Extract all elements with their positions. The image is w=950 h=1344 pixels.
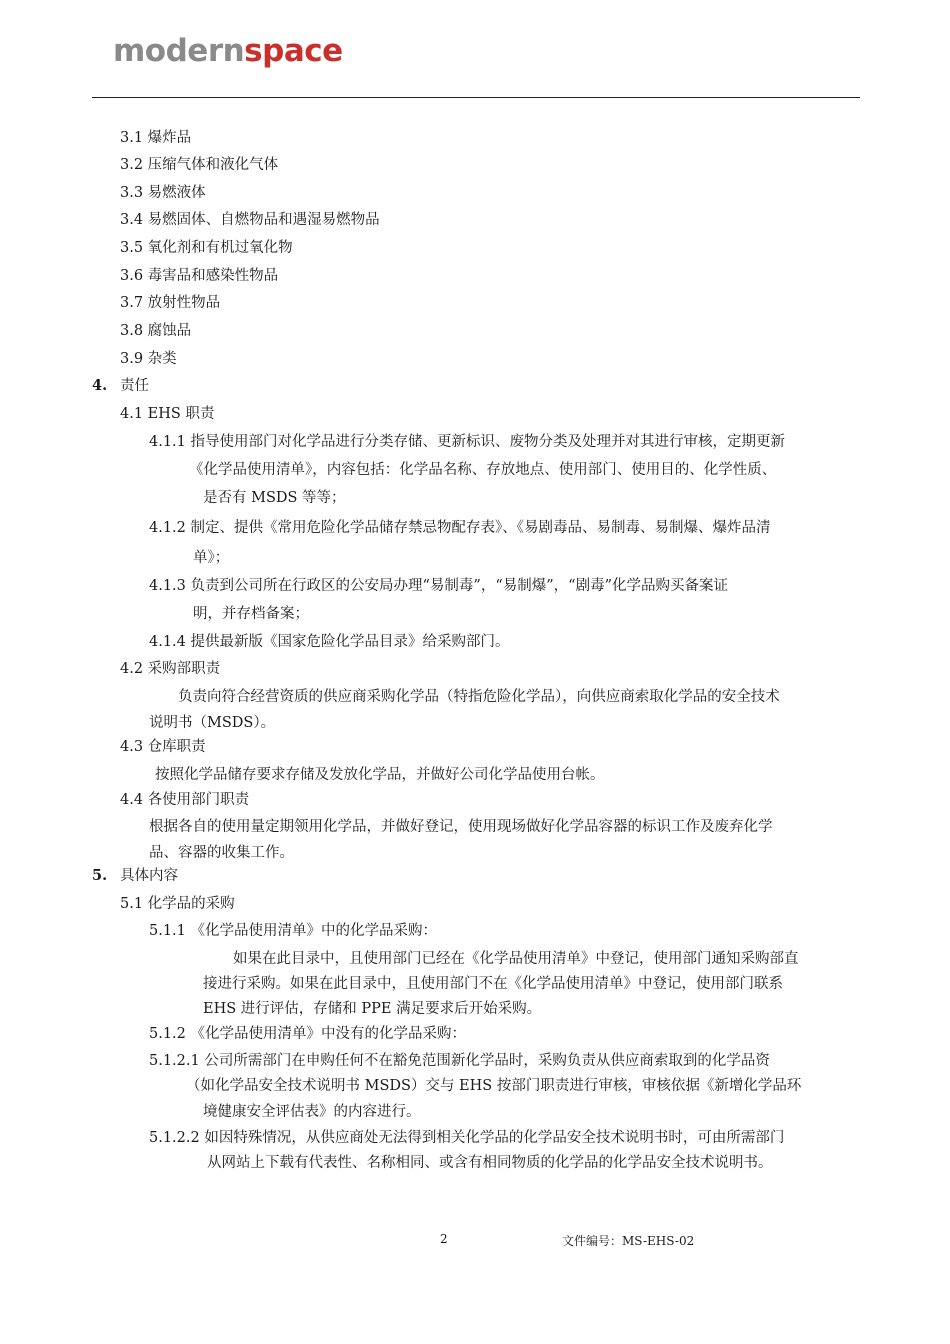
paragraph-4-3: 按照化学品储存要求存储及发放化学品，并做好公司化学品使用台帐。 [155, 767, 605, 783]
item-4-1-3-line2: 明，并存档备案； [193, 606, 309, 622]
logo-text-modern: modern [113, 33, 245, 69]
list-item-3-4: 3.4 易燃固体、自燃物品和遇湿易燃物品 [120, 212, 380, 228]
item-4-1-2-line2: 单》； [193, 550, 230, 566]
paragraph-4-4-line2: 品、容器的收集工作。 [149, 845, 294, 861]
subsection-4-4-heading: 4.4 各使用部门职责 [120, 792, 250, 808]
list-item-3-9: 3.9 杂类 [120, 351, 177, 367]
section-4-heading: 责任 [120, 378, 149, 394]
item-5-1-2-1-line1: 5.1.2.1 公司所需部门在申购任何不在豁免范围新化学品时，采购负责从供应商索取到的化学品资 [149, 1053, 770, 1069]
paragraph-4-2-line1: 负责向符合经营资质的供应商采购化学品（特指危险化学品），向供应商索取化学品的安全技术 [178, 689, 780, 705]
list-item-3-8: 3.8 腐蚀品 [120, 323, 192, 339]
item-5-1-2-1-line2: （如化学品安全技术说明书 MSDS）交与 EHS 按部门职责进行审核，审核依据《新增化学品环 [186, 1078, 802, 1094]
item-4-1-1-line3: 是否有 MSDS 等等； [203, 490, 346, 506]
item-5-1-2-heading: 5.1.2 《化学品使用清单》中没有的化学品采购： [149, 1026, 467, 1042]
company-logo [113, 33, 343, 69]
paragraph-5-1-1-line1: 如果在此目录中，且使用部门已经在《化学品使用清单》中登记，使用部门通知采购部直 [233, 951, 799, 967]
item-4-1-4: 4.1.4 提供最新版《国家危险化学品目录》给采购部门。 [149, 634, 510, 650]
item-5-1-2-2-line1: 5.1.2.2 如因特殊情况，从供应商处无法得到相关化学品的化学品安全技术说明书时，可由所需部门 [149, 1130, 785, 1146]
item-4-1-1-line1: 4.1.1 指导使用部门对化学品进行分类存储、更新标识、废物分类及处理并对其进行审核，定期更新 [149, 434, 785, 450]
logo-text-space: space [244, 33, 343, 69]
item-5-1-1-heading: 5.1.1 《化学品使用清单》中的化学品采购： [149, 923, 438, 939]
header-divider [92, 97, 860, 98]
page-number: 2 [440, 1232, 448, 1246]
item-4-1-2-line1: 4.1.2 制定、提供《常用危险化学品储存禁忌物配存表》、《易剧毒品、易制毒、易制爆、爆炸品清 [149, 520, 771, 536]
paragraph-5-1-1-line3: EHS 进行评估，存储和 PPE 满足要求后开始采购。 [203, 1001, 542, 1017]
list-item-3-5: 3.5 氧化剂和有机过氧化物 [120, 240, 293, 256]
section-5-heading: 具体内容 [120, 868, 178, 884]
paragraph-5-1-1-line2: 接进行采购。如果在此目录中，且使用部门不在《化学品使用清单》中登记，使用部门联系 [203, 976, 783, 992]
list-item-3-3: 3.3 易燃液体 [120, 185, 206, 201]
section-5-number: 5. [92, 867, 108, 884]
item-5-1-2-1-line3: 境健康安全评估表》的内容进行。 [203, 1104, 421, 1120]
item-4-1-3-line1: 4.1.3 负责到公司所在行政区的公安局办理“易制毒”，“易制爆”，“剧毒”化学品购买备案证 [149, 578, 728, 594]
list-item-3-2: 3.2 压缩气体和液化气体 [120, 157, 279, 173]
item-5-1-2-2-line2: 从网站上下载有代表性、名称相同、或含有相同物质的化学品的化学品安全技术说明书。 [207, 1155, 773, 1171]
subsection-5-1-heading: 5.1 化学品的采购 [120, 896, 235, 912]
list-item-3-6: 3.6 毒害品和感染性物品 [120, 268, 279, 284]
list-item-3-1: 3.1 爆炸品 [120, 130, 192, 146]
paragraph-4-4-line1: 根据各自的使用量定期领用化学品，并做好登记，使用现场做好化学品容器的标识工作及废弃化学 [149, 819, 773, 835]
subsection-4-3-heading: 4.3 仓库职责 [120, 739, 206, 755]
subsection-4-1-heading: 4.1 EHS 职责 [120, 406, 215, 422]
list-item-3-7: 3.7 放射性物品 [120, 295, 221, 311]
document-number: 文件编号：MS-EHS-02 [562, 1234, 695, 1248]
item-4-1-1-line2: 《化学品使用清单》，内容包括：化学品名称、存放地点、使用部门、使用目的、化学性质、 [189, 462, 777, 478]
subsection-4-2-heading: 4.2 采购部职责 [120, 661, 221, 677]
paragraph-4-2-line2: 说明书（MSDS）。 [149, 715, 276, 731]
section-4-number: 4. [92, 377, 108, 394]
